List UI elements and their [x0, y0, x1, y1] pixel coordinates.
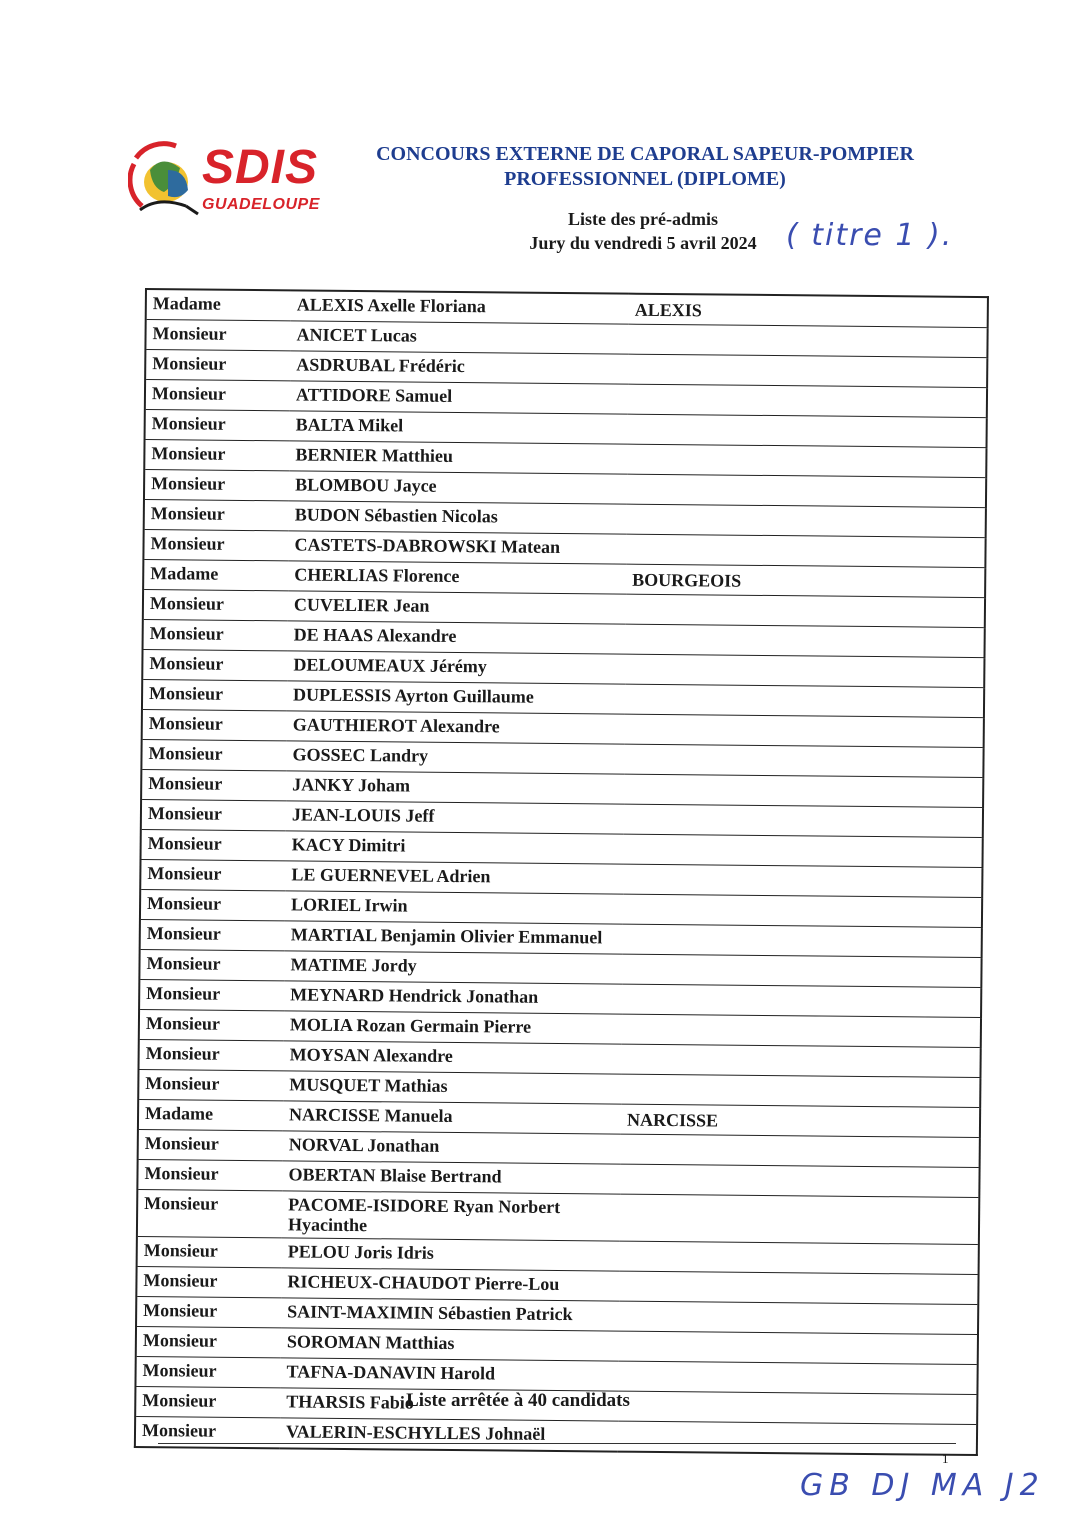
name-cell: PELOU Joris Idris [282, 1238, 620, 1271]
civility-cell: Monsieur [141, 799, 286, 830]
name-cell: DUPLESSIS Ayrton Guillaume [287, 681, 625, 714]
document-subtitle [488, 207, 798, 255]
document-title [350, 142, 940, 192]
handwritten-initials: GB DJ MA J2 [800, 1468, 1045, 1503]
summary-text: Liste arrêtée à 40 candidats [406, 1390, 630, 1411]
note-cell: BOURGEOIS [626, 564, 985, 597]
name-cell: CUVELIER Jean [288, 591, 626, 624]
civility-cell: Monsieur [140, 889, 285, 920]
name-cell: RICHEUX-CHAUDOT Pierre-Lou [281, 1268, 619, 1301]
note-cell [622, 954, 981, 987]
name-cell: THARSIS Fabio [280, 1388, 618, 1421]
note-cell [628, 414, 987, 447]
name-cell: SAINT-MAXIMIN Sébastien Patrick [281, 1298, 619, 1331]
note-cell [621, 1134, 980, 1167]
name-cell: ASDRUBAL Frédéric [290, 351, 628, 384]
name-cell: MUSQUET Mathias [283, 1071, 621, 1104]
logo-subtitle: GUADELOUPE [202, 196, 320, 213]
note-cell [623, 894, 982, 927]
civility-cell: Monsieur [137, 1236, 282, 1267]
civility-cell: Monsieur [139, 979, 284, 1010]
subtitle-line-1: Liste des pré-admis [568, 209, 718, 229]
civility-cell: Monsieur [139, 1009, 284, 1040]
name-cell: VALERIN-ESCHYLLES Johnaël [280, 1418, 618, 1452]
note-cell [624, 804, 983, 837]
civility-cell: Monsieur [137, 1159, 282, 1190]
note-cell [620, 1194, 979, 1244]
civility-cell: Monsieur [143, 589, 288, 620]
civility-cell: Monsieur [135, 1416, 280, 1448]
firefighter-emblem-icon [128, 140, 204, 220]
civility-cell: Madame [138, 1099, 283, 1130]
name-cell: MOLIA Rozan Germain Pierre [284, 1011, 622, 1044]
civility-cell: Monsieur [144, 470, 289, 501]
civility-cell: Monsieur [140, 859, 285, 890]
civility-cell: Monsieur [135, 1356, 280, 1387]
name-cell: ATTIDORE Samuel [290, 381, 628, 414]
note-cell [618, 1421, 977, 1455]
name-cell: DELOUMEAUX Jérémy [287, 651, 625, 684]
note-cell: NARCISSE [621, 1104, 980, 1137]
civility-cell: Monsieur [139, 949, 284, 980]
civility-cell: Monsieur [144, 499, 289, 530]
civility-cell: Monsieur [136, 1266, 281, 1297]
note-cell [628, 324, 987, 357]
name-cell: PACOME-ISIDORE Ryan Norbert Hyacinthe [282, 1191, 620, 1241]
civility-cell: Monsieur [141, 769, 286, 800]
note-cell [620, 1241, 979, 1274]
name-cell: GAUTHIEROT Alexandre [287, 711, 625, 744]
note-cell [625, 654, 984, 687]
civility-cell: Monsieur [145, 410, 290, 441]
name-cell: CHERLIAS Florence [288, 561, 626, 594]
title-line-1: CONCOURS EXTERNE DE CAPORAL SAPEUR-POMPIER [376, 143, 914, 165]
civility-cell: Monsieur [145, 380, 290, 411]
name-cell: MATIME Jordy [284, 951, 622, 984]
name-cell: BLOMBOU Jayce [289, 471, 627, 504]
note-cell [628, 354, 987, 387]
subtitle-line-2: Jury du vendredi 5 avril 2024 [529, 233, 757, 253]
name-cell: BUDON Sébastien Nicolas [289, 501, 627, 534]
note-cell [625, 714, 984, 747]
note-cell [623, 864, 982, 897]
name-cell: BERNIER Matthieu [289, 441, 627, 474]
note-cell [622, 984, 981, 1017]
civility-cell: Monsieur [145, 350, 290, 381]
handwritten-note: ( titre 1 ). [786, 218, 954, 253]
civility-cell: Monsieur [141, 739, 286, 770]
name-cell: NARCISSE Manuela [283, 1101, 621, 1134]
civility-cell: Monsieur [137, 1189, 282, 1237]
civility-cell: Monsieur [141, 829, 286, 860]
note-cell [623, 834, 982, 867]
name-cell: KACY Dimitri [286, 831, 624, 864]
note-cell [627, 504, 986, 537]
name-cell: MOYSAN Alexandre [283, 1041, 621, 1074]
name-cell: LE GUERNEVEL Adrien [285, 861, 623, 894]
sdis-logo [128, 140, 338, 220]
note-cell [624, 744, 983, 777]
note-cell [621, 1074, 980, 1107]
name-cell: JEAN-LOUIS Jeff [286, 801, 624, 834]
civility-cell: Monsieur [142, 679, 287, 710]
candidate-table [134, 288, 989, 1456]
name-cell: SOROMAN Matthias [281, 1328, 619, 1361]
civility-cell: Monsieur [144, 440, 289, 471]
civility-cell: Monsieur [143, 619, 288, 650]
note-cell [619, 1301, 978, 1334]
civility-cell: Madame [146, 289, 291, 321]
name-cell: JANKY Joham [286, 771, 624, 804]
name-cell: NORVAL Jonathan [283, 1131, 621, 1164]
note-cell [622, 1014, 981, 1047]
name-cell: CASTETS-DABROWSKI Matean [288, 531, 626, 564]
name-cell: MEYNARD Hendrick Jonathan [284, 981, 622, 1014]
civility-cell: Monsieur [136, 1326, 281, 1357]
name-cell: MARTIAL Benjamin Olivier Emmanuel [285, 921, 623, 954]
footer-divider [158, 1443, 956, 1444]
civility-cell: Monsieur [143, 529, 288, 560]
note-cell: ALEXIS [629, 294, 988, 328]
name-cell: DE HAAS Alexandre [288, 621, 626, 654]
civility-cell: Madame [143, 559, 288, 590]
name-cell: OBERTAN Blaise Bertrand [282, 1161, 620, 1194]
name-cell: ALEXIS Axelle Floriana [291, 290, 629, 324]
civility-cell: Monsieur [135, 1386, 280, 1417]
civility-cell: Monsieur [138, 1039, 283, 1070]
name-cell: BALTA Mikel [290, 411, 628, 444]
note-cell [623, 924, 982, 957]
civility-cell: Monsieur [145, 320, 290, 351]
note-cell [619, 1331, 978, 1364]
note-cell [625, 684, 984, 717]
note-cell [626, 594, 985, 627]
name-cell: GOSSEC Landry [286, 741, 624, 774]
note-cell [620, 1164, 979, 1197]
civility-cell: Monsieur [138, 1069, 283, 1100]
note-cell [626, 624, 985, 657]
civility-cell: Monsieur [136, 1296, 281, 1327]
civility-cell: Monsieur [142, 649, 287, 680]
name-cell: ANICET Lucas [290, 321, 628, 354]
note-cell [628, 384, 987, 417]
table-row [137, 1189, 979, 1244]
logo-title: SDIS [202, 141, 319, 194]
name-cell: TAFNA-DANAVIN Harold [280, 1358, 618, 1391]
page-number: 1 [942, 1451, 949, 1466]
note-cell [624, 774, 983, 807]
title-line-2: PROFESSIONNEL (DIPLOME) [504, 168, 786, 190]
name-cell: LORIEL Irwin [285, 891, 623, 924]
civility-cell: Monsieur [140, 919, 285, 950]
note-cell [619, 1271, 978, 1304]
civility-cell: Monsieur [138, 1129, 283, 1160]
note-cell [621, 1044, 980, 1077]
civility-cell: Monsieur [142, 709, 287, 740]
note-cell [627, 474, 986, 507]
note-cell [626, 534, 985, 567]
note-cell [627, 444, 986, 477]
